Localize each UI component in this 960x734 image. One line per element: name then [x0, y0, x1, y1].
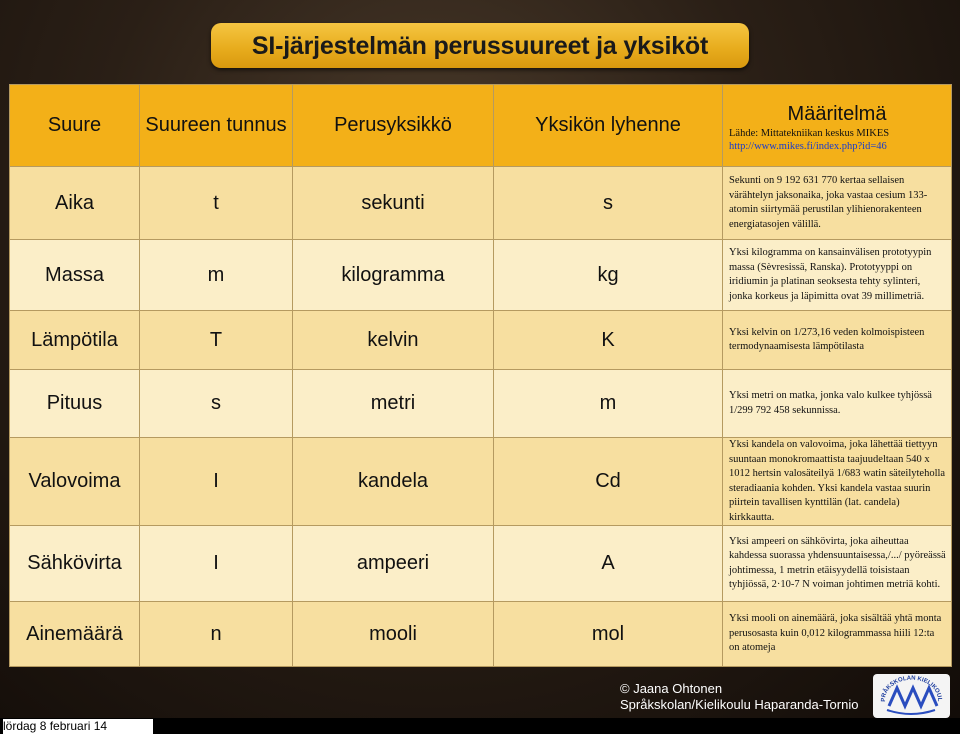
header-quantity: Suure: [10, 85, 140, 167]
source-link[interactable]: http://www.mikes.fi/index.php?id=46: [729, 141, 887, 152]
table-row: [10, 526, 952, 602]
cell-abbreviation: m: [494, 370, 723, 438]
school-logo-icon: [873, 674, 950, 718]
cell-definition: Yksi kilogramma on kansainvälisen prototyypin massa (Sèvresissä, Ranska). Prototyyppi on iridiumin ja platinan seoksesta tehty sylinteri, jonka korkeus ja läpimitta ovat 39 millimetriä.: [723, 240, 952, 311]
cell-quantity: Aika: [10, 167, 140, 240]
cell-symbol: m: [140, 240, 293, 311]
cell-symbol: I: [140, 526, 293, 602]
cell-definition: Yksi kelvin on 1/273,16 veden kolmoispisteen termodynaamisesta lämpötilasta: [723, 311, 952, 370]
footer-date: lördag 8 februari 14: [3, 719, 153, 734]
cell-quantity: Lämpötila: [10, 311, 140, 370]
source-label: Lähde: Mittatekniikan keskus MIKES: [729, 127, 890, 139]
header-unit-abbreviation: Yksikön lyhenne: [494, 85, 723, 167]
cell-definition: Yksi ampeeri on sähkövirta, joka aiheuttaa kahdessa suorassa yhdensuuntaisessa,/.../ pyöreässä johtimessa, 1 metrin etäisyydellä toisistaan tyhjiössä, 2·10-7 N voiman johtimen metriä kohti.: [723, 526, 952, 602]
header-symbol: Suureen tunnus: [140, 85, 293, 167]
cell-unit: kelvin: [293, 311, 494, 370]
page-title: SI-järjestelmän perussuureet ja yksiköt: [251, 32, 709, 60]
cell-quantity: Valovoima: [10, 438, 140, 526]
cell-symbol: s: [140, 370, 293, 438]
cell-definition: Yksi kandela on valovoima, joka lähettää tiettyyn suuntaan monokromaattista taajuudeltaan 540 x 1012 hertsin valosäteilyä 1/683 watin säteilyteholla steradiaania kohden. Yksi kandela vastaa suurin piirtein tavallisen kynttilän (lat. candela) kirkkautta.: [723, 438, 952, 526]
cell-quantity: Sähkövirta: [10, 526, 140, 602]
credit-author: © Jaana Ohtonen: [620, 681, 723, 696]
si-units-table: [9, 84, 952, 667]
cell-quantity: Pituus: [10, 370, 140, 438]
cell-abbreviation: K: [494, 311, 723, 370]
cell-quantity: Ainemäärä: [10, 602, 140, 667]
cell-symbol: T: [140, 311, 293, 370]
cell-abbreviation: mol: [494, 602, 723, 667]
cell-abbreviation: s: [494, 167, 723, 240]
cell-unit: ampeeri: [293, 526, 494, 602]
table-row: [10, 167, 952, 240]
cell-symbol: t: [140, 167, 293, 240]
table-row: [10, 370, 952, 438]
credit-school: Språkskolan/Kielikoulu Haparanda-Tornio: [620, 697, 859, 712]
cell-unit: kandela: [293, 438, 494, 526]
cell-definition: Sekunti on 9 192 631 770 kertaa sellaisen värähtelyn jaksonaika, joka vastaa cesium 133-atomin siirtymää perustilan ylihienorakenteen energiatasojen välillä.: [723, 167, 952, 240]
cell-unit: sekunti: [293, 167, 494, 240]
cell-unit: mooli: [293, 602, 494, 667]
logo-text: PRÅKSKOLAN KIELIKOUL: [880, 675, 943, 702]
table-row: [10, 438, 952, 526]
table-header-row: [10, 85, 952, 167]
header-base-unit: Perusyksikkö: [293, 85, 494, 167]
header-definition-label: Määritelmä: [787, 102, 887, 125]
table-row: [10, 311, 952, 370]
cell-unit: metri: [293, 370, 494, 438]
cell-symbol: I: [140, 438, 293, 526]
cell-quantity: Massa: [10, 240, 140, 311]
cell-abbreviation: kg: [494, 240, 723, 311]
cell-unit: kilogramma: [293, 240, 494, 311]
school-logo: [873, 674, 950, 718]
cell-symbol: n: [140, 602, 293, 667]
cell-abbreviation: A: [494, 526, 723, 602]
author-credit: [620, 681, 858, 713]
cell-abbreviation: Cd: [494, 438, 723, 526]
table-row: [10, 240, 952, 311]
cell-definition: Yksi mooli on ainemäärä, joka sisältää yhtä monta perusosasta kuin 0,012 kilogrammassa hiili 12:ta on atomeja: [723, 602, 952, 667]
table-row: [10, 602, 952, 667]
header-definition: [723, 85, 952, 167]
title-banner: [211, 23, 749, 68]
cell-definition: Yksi metri on matka, jonka valo kulkee tyhjössä 1/299 792 458 sekunnissa.: [723, 370, 952, 438]
